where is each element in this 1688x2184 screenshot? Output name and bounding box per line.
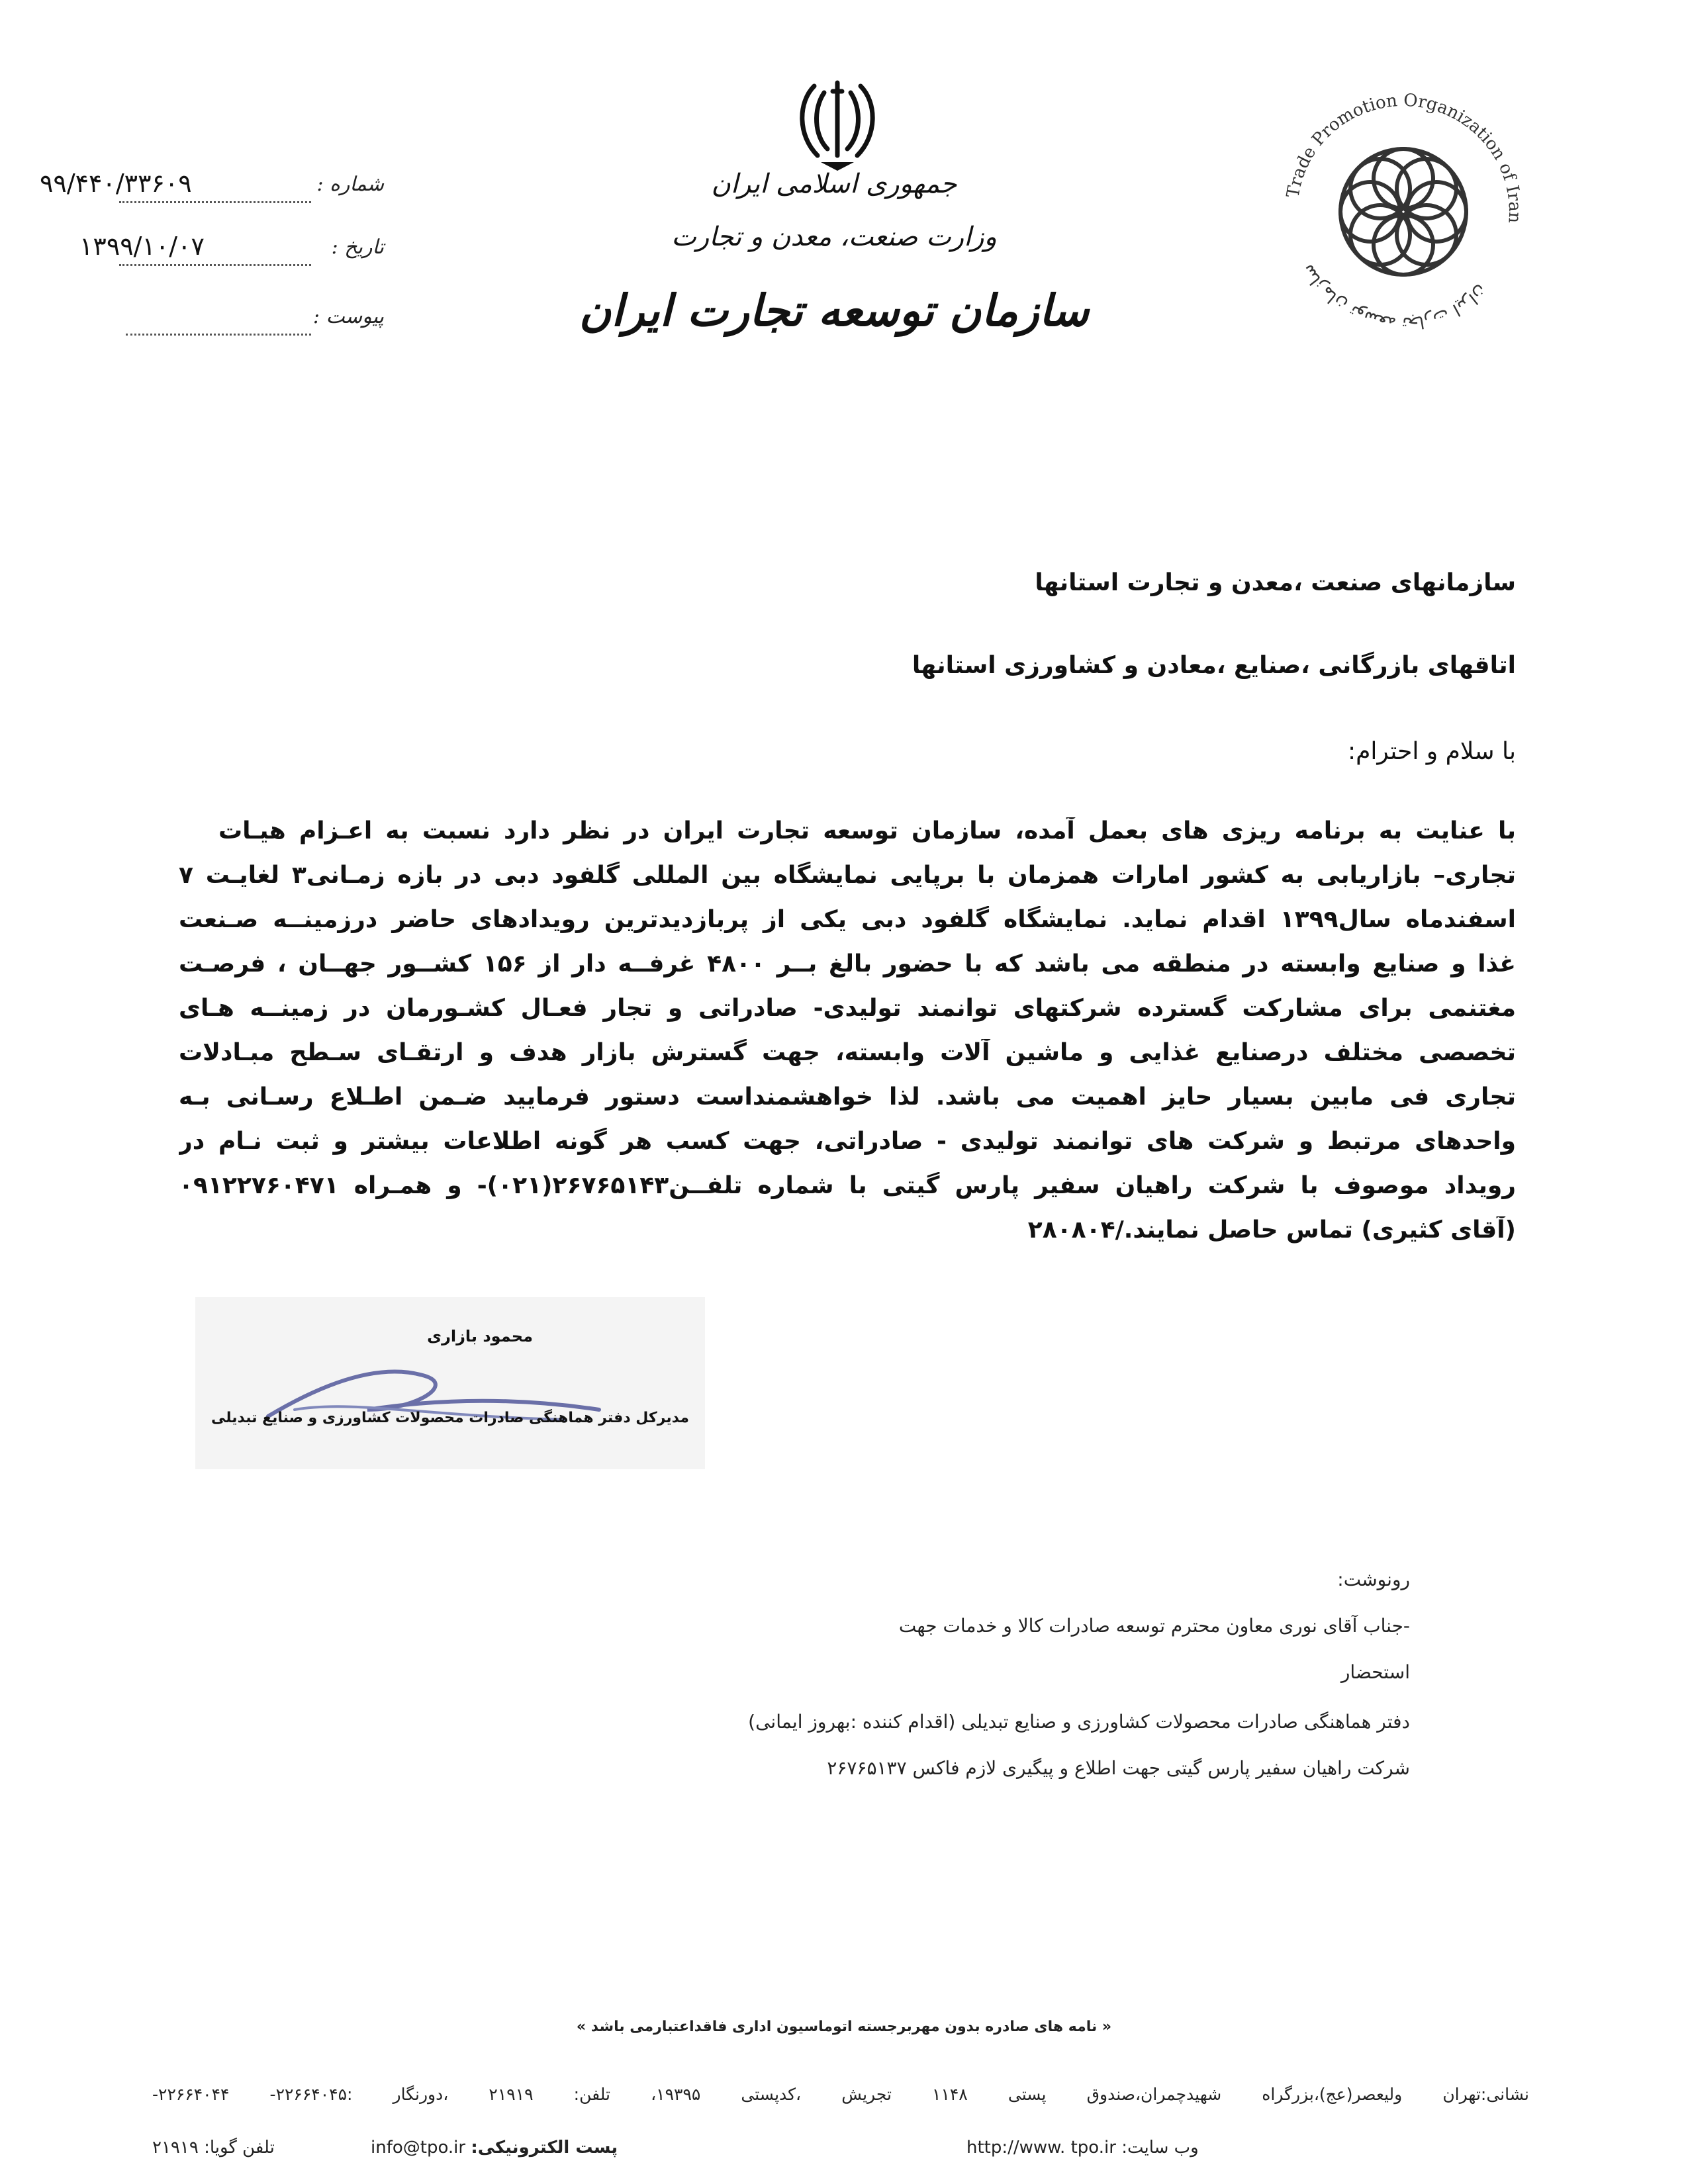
copy-line: شرکت راهیان سفیر پارس گیتی جهت اطلاع و پیگیری لازم فاکس ۲۶۷۶۵۱۳۷ [827,1757,1410,1779]
email-link[interactable]: info@tpo.ir [371,2138,466,2158]
signature-icon [255,1337,612,1443]
attachment-field [40,301,384,347]
footer-website [966,2138,1199,2158]
signer-title: مدیرکل دفتر هماهنگی صادرات محصولات کشاورزی و صنایع تبدیلی [211,1410,689,1426]
body-line: تجاری فی مابین بسیار حایز اهمیت می باشد. لذا خواهشمنداست دستور فرمایید ضـمن اطـلاع رسـانی بـه [179,1083,1516,1111]
iran-emblem-icon [794,73,880,172]
republic-title: جمهوری اسلامی ایران [711,169,957,199]
website-label: وب سایت: [1121,2138,1199,2158]
body-line: اسفندماه سال۱۳۹۹ اقدام نماید. نمایشگاه گلفود دبی یکی از پربازدیدترین رویدادهای حاضر درزمینــه صـنعت [179,906,1516,933]
attachment-dotted-line [126,334,311,336]
footer-email [371,2138,618,2158]
addressee-line-2: اتاقهای بازرگانی ،صنایع ،معادن و کشاورزی استانها [912,652,1516,679]
phone-label: تلفن گویا: [204,2138,275,2158]
body-line: با عنایت به برنامه ریزی های بعمل آمده، سازمان توسعه تجارت ایران در نظر دارد نسبت به اعـزام هیـات [218,817,1516,844]
copy-line: استحضار [1340,1661,1410,1683]
email-label: پست الکترونیکی: [471,2138,618,2158]
footer-validity-note: « نامه های صادره بدون مهربرجسته اتوماسیون اداری فاقداعتبارمی باشد » [576,2019,1112,2035]
body-line: مغتنمی برای مشارکت گسترده شرکتهای توانمند تولیدی- صادراتی و تجار فعـال کشـورمان در زمینــه هـای [179,995,1516,1022]
salutation: با سلام و احترام: [1347,738,1516,765]
number-value: ۹۹/۴۴۰/۳۳۶۰۹ [40,169,192,198]
signature-block [195,1297,705,1469]
logo-ring-text: Trade Promotion Organization of Iran [1283,90,1525,224]
logo-ring-text-fa: سازمان توسعه تجارت ایران [1297,260,1491,334]
date-label: تاریخ : [331,236,384,259]
date-dotted-line [119,264,311,266]
body-line: (آقای کثیری) تماس حاصل نمایند./۲۸۰۸۰۴ [1027,1216,1516,1244]
body-line: تخصصی مختلف درصنایع غذایی و ماشین آلات وابسته، جهت گسترش بازار هدف و ارتقـای سـطح مبـادلات [179,1039,1516,1066]
tpo-logo-icon [1278,86,1529,338]
body-line: غذا و صنایع وابسته در منطقه می باشد که با حضور بالغ بــر ۴۸۰۰ غرفــه دار از ۱۵۶ کشــور جهــان ، فرصـت [179,950,1516,978]
ministry-title: وزارت صنعت، معدن و تجارت [671,222,997,252]
body-line: واحدهای مرتبط و شرکت های توانمند تولیدی - صادراتی، جهت کسب هر گونه اطلاعات بیشتر و ثبت نـام در [179,1128,1516,1155]
footer-address: نشانی:تهران ولیعصر(عج)،بزرگراه شهیدچمران،صندوق پستی ۱۱۴۸ تجریش ،کدپستی ۱۹۳۹۵، تلفن: ۲۱۹۱۹ ،دورنگار :۲۲۶۶۴۰۴۵- ۲۲۶۶۴۰۴۴- [152,2085,1530,2104]
number-label: شماره : [316,173,384,196]
copy-line: -جناب آقای نوری معاون محترم توسعه صادرات کالا و خدمات جهت [898,1615,1410,1637]
organization-title: سازمان توسعه تجارت ایران [579,285,1090,336]
date-field [40,232,384,278]
date-value: ۱۳۹۹/۱۰/۰۷ [79,232,205,261]
copy-line: دفتر هماهنگی صادرات محصولات کشاورزی و صنایع تبدیلی (اقدام کننده :بهروز ایمانی) [748,1711,1410,1733]
number-dotted-line [119,201,311,203]
footer-phone [152,2138,275,2158]
attachment-label: پیوست : [312,305,384,328]
signer-name: محمود بازاری [427,1327,533,1345]
website-link[interactable]: http://www. tpo.ir [966,2138,1116,2158]
addressee-line-1: سازمانهای صنعت ،معدن و تجارت استانها [1035,569,1516,596]
copies-heading: رونوشت: [1337,1569,1410,1590]
phone-value: ۲۱۹۱۹ [152,2138,199,2158]
body-line: رویداد موصوف با شرکت راهیان سفیر پارس گیتی با شماره تلفــن۲۶۷۶۵۱۴۳(۰۲۱)- و همـراه ۰۹۱۲۲۷۶۰۴۷۱ [179,1172,1516,1199]
number-field [40,169,384,215]
letterhead-center [563,73,1105,390]
body-line: تجاری– بازاریابی به کشور امارات همزمان با برپایی نمایشگاه بین المللی گلفود دبی در بازه زمـانی۳ لغایـت ۷ [179,862,1516,889]
